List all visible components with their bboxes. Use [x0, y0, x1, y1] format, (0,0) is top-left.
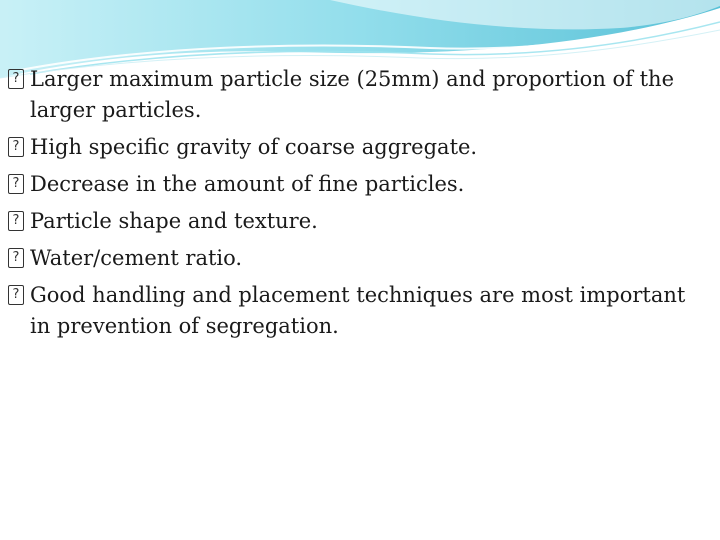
bullet-item — [8, 132, 708, 163]
bullet-item — [8, 169, 708, 200]
bullet-item — [8, 243, 708, 274]
missing-glyph-icon: ? — [8, 137, 24, 157]
bullet-text: Good handling and placement techniques are most important in prevention of segregation. — [30, 283, 686, 338]
bullet-text: Decrease in the amount of fine particles. — [30, 172, 465, 196]
bullet-item — [8, 206, 708, 237]
missing-glyph-icon: ? — [8, 211, 24, 231]
missing-glyph-icon: ? — [8, 248, 24, 268]
bullet-text: High specific gravity of coarse aggregate. — [30, 135, 478, 159]
missing-glyph-icon: ? — [8, 174, 24, 194]
missing-glyph-icon: ? — [8, 285, 24, 305]
bullet-content — [8, 64, 708, 348]
missing-glyph-icon: ? — [8, 69, 24, 89]
bullet-text: Water/cement ratio. — [30, 246, 243, 270]
bullet-item — [8, 64, 708, 126]
bullet-list — [8, 64, 708, 342]
bullet-text: Larger maximum particle size (25mm) and proportion of the larger particles. — [30, 67, 675, 122]
bullet-item — [8, 280, 708, 342]
bullet-text: Particle shape and texture. — [30, 209, 318, 233]
